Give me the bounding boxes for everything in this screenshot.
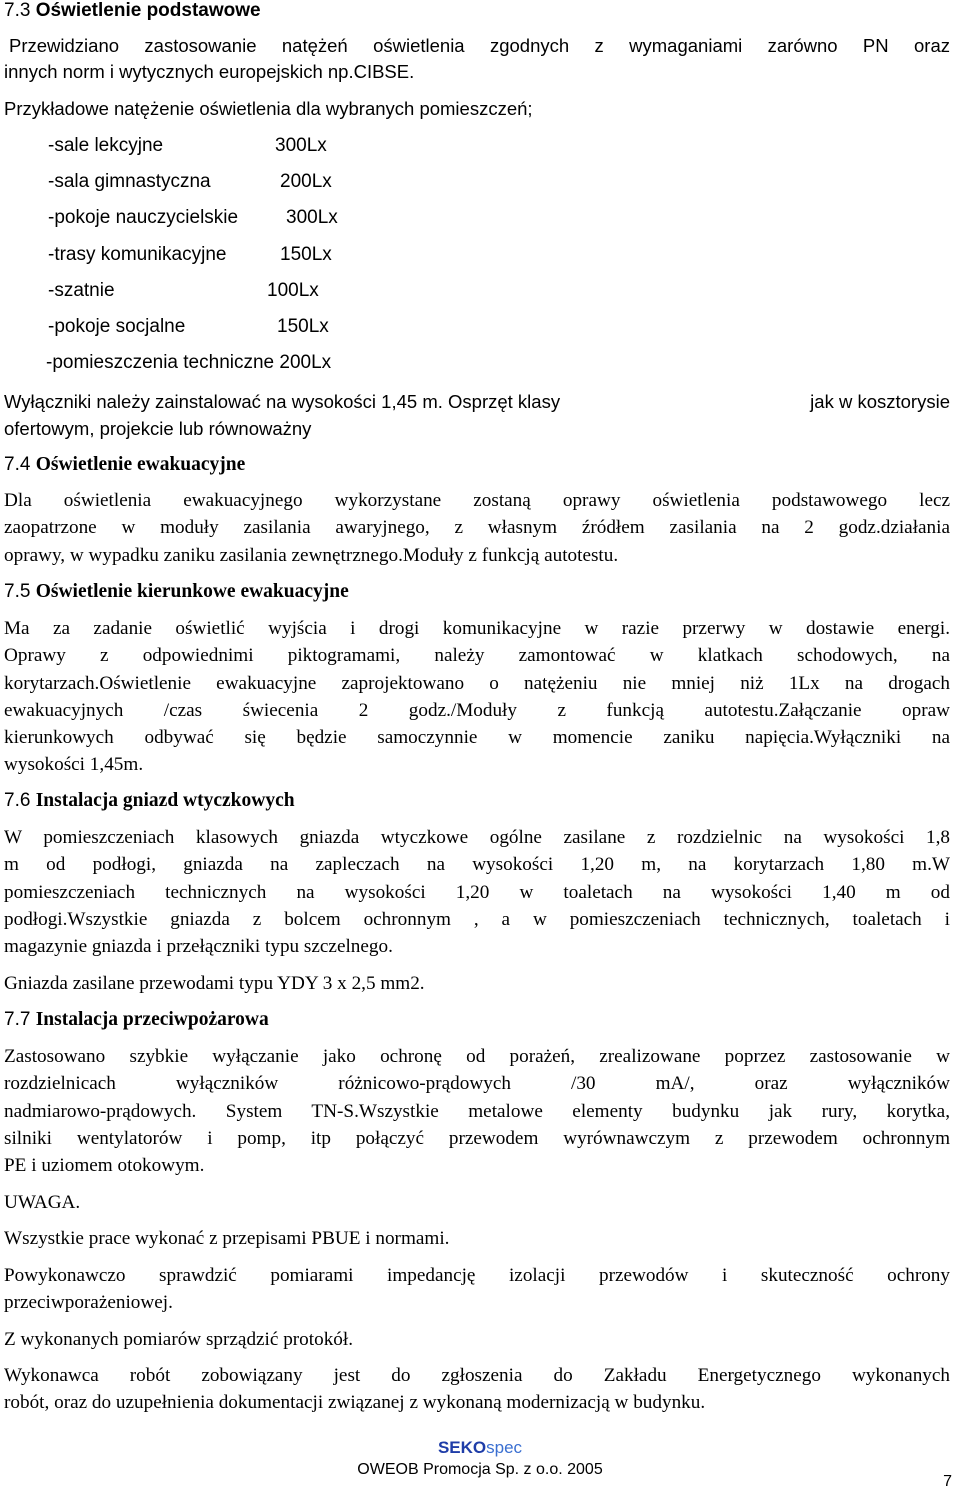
section-heading-7-5 bbox=[4, 581, 349, 603]
section-heading-7-3 bbox=[4, 0, 261, 22]
paragraph bbox=[4, 1189, 950, 1216]
paragraph-line: Dla oświetlenia ewakuacyjnego wykorzystane zostaną oprawy oświetlenia podstawowego lecz bbox=[4, 490, 950, 511]
paragraph-line: oprawy, w wypadku zaniku zasilania zewnętrznego.Moduły z funkcją autotestu. bbox=[4, 544, 619, 566]
room-name: -trasy komunikacyjne bbox=[48, 244, 227, 265]
lux-value: 150Lx bbox=[280, 244, 332, 265]
paragraph-line: zaopatrzone w moduły zasilania awaryjnego, z własnym źródłem zasilania na 2 godz.działania bbox=[4, 517, 950, 539]
paragraph-line: Powykonawczo sprawdzić pomiarami impedancję izolacji przewodów i skuteczność ochrony bbox=[4, 1265, 950, 1286]
paragraph-line: Ma za zadanie oświetlić wyjścia i drogi komunikacyjne w razie przerwy w dostawie energi. bbox=[4, 618, 950, 639]
paragraph-line: robót, oraz do uzupełnienia dokumentacji związanej z wykonaną modernizacją w budynku. bbox=[4, 1392, 706, 1414]
paragraph-line: pomieszczeniach technicznych na wysokości 1,20 w toaletach na wysokości 1,40 m od bbox=[4, 881, 950, 903]
page-number: 7 bbox=[943, 1473, 952, 1490]
paragraph bbox=[4, 1043, 950, 1179]
switches-text: Wyłączniki należy zainstalować na wysokości 1,45 m. Osprzęt klasy bbox=[4, 391, 561, 412]
lux-row bbox=[48, 316, 448, 338]
paragraph-line: Przykładowe natężenie oświetlenia dla wybranych pomieszczeń; bbox=[4, 98, 533, 119]
section-number: 7.4 bbox=[4, 454, 31, 475]
section-number: 7.5 bbox=[4, 581, 31, 602]
section-heading-7-6 bbox=[4, 790, 295, 812]
paragraph-line: ofertowym, projekcie lub równoważny bbox=[4, 418, 312, 439]
section-title: Instalacja przeciwpożarowa bbox=[35, 1009, 269, 1030]
section-title: Instalacja gniazd wtyczkowych bbox=[35, 790, 295, 811]
paragraph-line: W pomieszczeniach klasowych gniazda wtyczkowe ogólne zasilane z rozdzielnic na wysokości 1,8 bbox=[4, 827, 950, 848]
paragraph-line bbox=[4, 391, 950, 413]
lux-value: 150Lx bbox=[277, 316, 329, 337]
section-number: 7.3 bbox=[4, 0, 31, 21]
paragraph-line: korytarzach.Oświetlenie ewakuacyjne zaprojektowano o natężeniu nie mniej niż 1Lx na drogach bbox=[4, 672, 950, 694]
paragraph bbox=[4, 1225, 950, 1252]
section-title: Oświetlenie kierunkowe ewakuacyjne bbox=[35, 581, 349, 602]
room-name: -pokoje nauczycielskie bbox=[48, 207, 239, 228]
paragraph-line: kierunkowych odbywać się będzie samoczynnie w momencie zaniku napięcia.Wyłączniki na bbox=[4, 727, 950, 749]
paragraph-line: nadmiarowo-prądowych. System TN-S.Wszystkie metalowe elementy budynku jak rury, korytka, bbox=[4, 1100, 950, 1122]
lux-value: 300Lx bbox=[275, 135, 327, 156]
paragraph bbox=[4, 970, 950, 997]
lux-row bbox=[48, 207, 448, 229]
paragraph bbox=[4, 1262, 950, 1317]
paragraph-line: m od podłogi, gniazda na zapleczach na wysokości 1,20 m, na korytarzach 1,80 m.W bbox=[4, 854, 950, 876]
section-title: Oświetlenie ewakuacyjne bbox=[35, 454, 246, 475]
section-number: 7.7 bbox=[4, 1009, 31, 1030]
lux-row bbox=[48, 171, 448, 193]
paragraph-line: rozdzielnicach wyłączników różnicowo-prądowych /30 mA/, oraz wyłączników bbox=[4, 1073, 950, 1095]
uwaga-line: UWAGA. bbox=[4, 1192, 81, 1213]
section-number: 7.6 bbox=[4, 790, 31, 811]
footer-logo-part-a: SEKO bbox=[437, 1438, 487, 1457]
room-name: -pokoje socjalne bbox=[48, 316, 186, 337]
paragraph bbox=[4, 1326, 950, 1353]
paragraph-line: wysokości 1,45m. bbox=[4, 754, 144, 776]
paragraph-line: przeciwporażeniowej. bbox=[4, 1292, 173, 1314]
room-name: -szatnie bbox=[48, 280, 115, 301]
paragraph-line: magazynie gniazda i przełączniki typu szczelnego. bbox=[4, 936, 393, 958]
paragraph-line: Oprawy z odpowiednimi piktogramami, należy zamontować w klatkach schodowych, na bbox=[4, 645, 950, 667]
paragraph-line: Z wykonanych pomiarów sprządzić protokół. bbox=[4, 1329, 354, 1350]
paragraph bbox=[4, 487, 950, 569]
room-name: -sala gimnastyczna bbox=[48, 171, 211, 192]
lux-value: 200Lx bbox=[280, 171, 332, 192]
paragraph-line: podłogi.Wszystkie gniazda z bolcem ochronnym , a w pomieszczeniach technicznych, toaletach i bbox=[4, 908, 950, 930]
paragraph bbox=[4, 1362, 950, 1417]
paragraph-line: Przewidziano zastosowanie natężeń oświetlenia zgodnych z wymaganiami zarówno PN oraz bbox=[9, 35, 950, 56]
section-heading-7-7 bbox=[4, 1009, 269, 1031]
footer-company: OWEOB Promocja Sp. z o.o. 2005 bbox=[357, 1461, 603, 1478]
room-name: -sale lekcyjne bbox=[48, 135, 164, 156]
paragraph-line: Gniazda zasilane przewodami typu YDY 3 x 2,5 mm2. bbox=[4, 973, 425, 994]
section-heading-7-4 bbox=[4, 454, 245, 476]
footer-logo bbox=[0, 1438, 960, 1458]
paragraph bbox=[4, 615, 950, 779]
section-title: Oświetlenie podstawowe bbox=[35, 0, 261, 21]
lux-row bbox=[48, 135, 448, 157]
paragraph-line: ewakuacyjnych /czas świecenia 2 godz./Moduły z funkcją autotestu.Załączanie opraw bbox=[4, 699, 950, 721]
paragraph-line: innych norm i wytycznych europejskich np.CIBSE. bbox=[4, 61, 415, 82]
paragraph-line: Wszystkie prace wykonać z przepisami PBUE i normami. bbox=[4, 1228, 450, 1249]
switches-text-end: jak w kosztorysie bbox=[810, 391, 950, 412]
paragraph bbox=[4, 824, 950, 960]
paragraph-line: PE i uziomem otokowym. bbox=[4, 1155, 205, 1177]
lux-value: 300Lx bbox=[286, 207, 338, 228]
paragraph-line: silniki wentylatorów i pomp, itp połączyć przewodem wyrównawczym z przewodem ochronnym bbox=[4, 1127, 950, 1149]
lux-row-technical: -pomieszczenia techniczne 200Lx bbox=[46, 352, 332, 373]
lux-value: 100Lx bbox=[267, 280, 319, 301]
footer-logo-part-b: spec bbox=[486, 1438, 523, 1457]
lux-row bbox=[48, 244, 448, 266]
lux-row bbox=[48, 280, 448, 302]
paragraph-line: Wykonawca robót zobowiązany jest do zgłoszenia do Zakładu Energetycznego wykonanych bbox=[4, 1365, 950, 1386]
paragraph-line: Zastosowano szybkie wyłączanie jako ochronę od porażeń, zrealizowane poprzez zastosowanie w bbox=[4, 1046, 950, 1067]
